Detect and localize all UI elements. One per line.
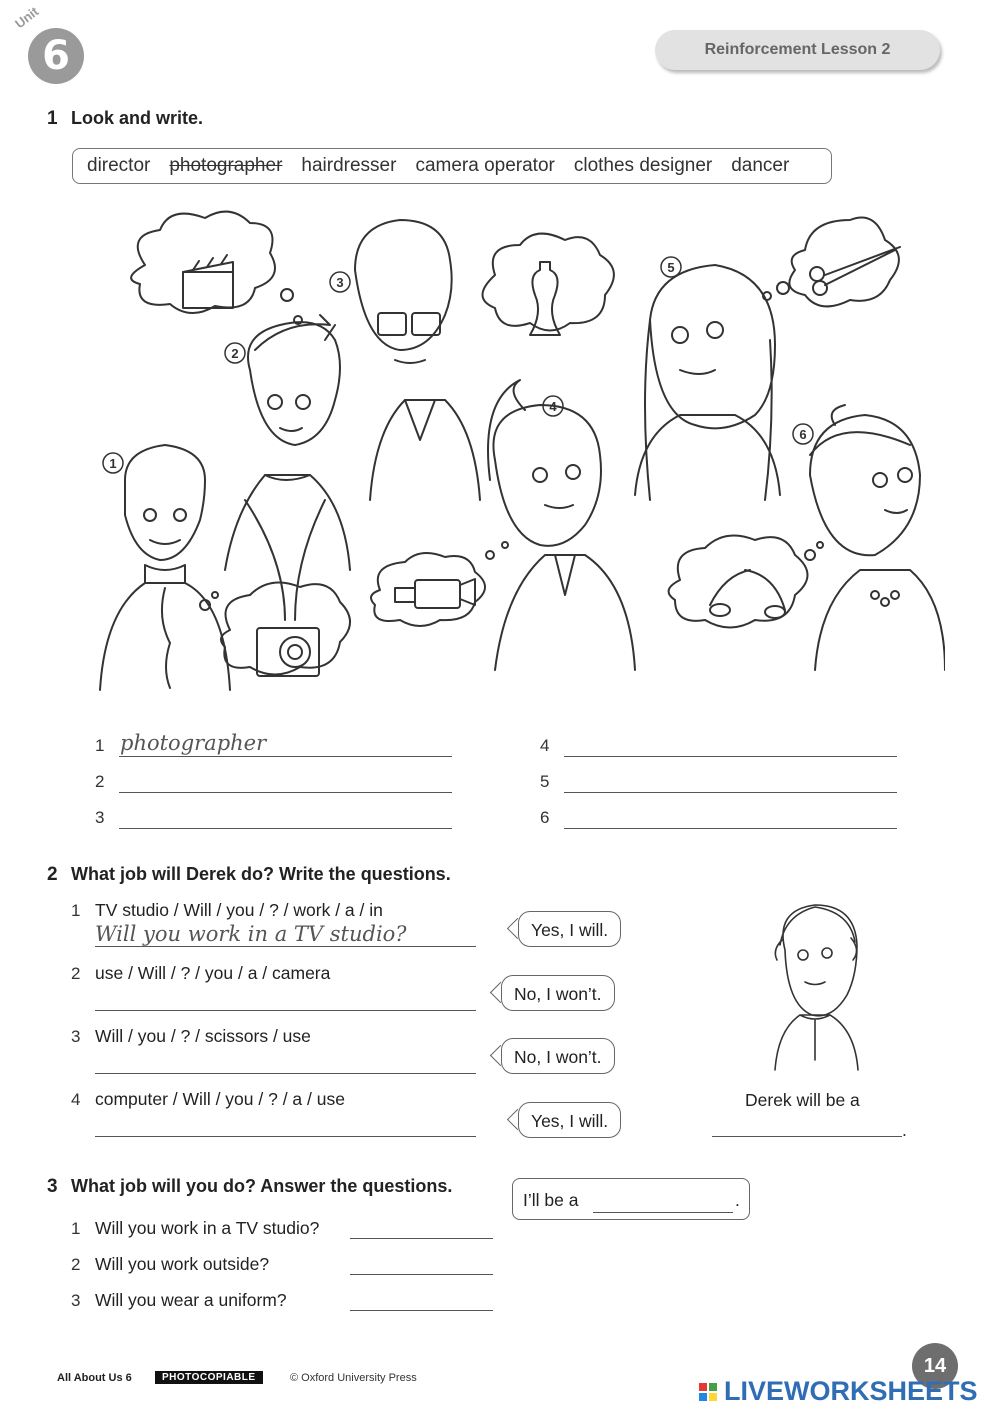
answer-2-line[interactable] (119, 792, 452, 793)
person-6-figure (810, 405, 945, 670)
person-1-figure (100, 445, 230, 690)
answer-box (512, 1178, 750, 1220)
question-1-line[interactable] (95, 946, 476, 947)
section1-title: Look and write. (71, 108, 204, 128)
figure-number-3-label: 3 (336, 275, 344, 290)
page-number: 14 (912, 1343, 958, 1389)
question-2-prompt: use / Will / ? / you / a / camera (95, 963, 331, 983)
question-1-number: 1 (71, 901, 81, 920)
dress-form-icon (530, 262, 560, 335)
thought-bubble-dressform (483, 234, 614, 331)
answer-1-line[interactable] (119, 756, 452, 757)
answer-2-number: 2 (95, 772, 105, 791)
reply-2-bubble: No, I won’t. (501, 975, 615, 1011)
answer-4-number: 4 (540, 736, 550, 755)
answer-q2-number: 2 (71, 1255, 81, 1274)
answer-q3-number: 3 (71, 1291, 81, 1310)
thought-bubble-hair-rollers (669, 536, 823, 628)
section2-title: What job will Derek do? Write the questions. (71, 864, 451, 884)
lesson-title: Reinforcement Lesson 2 (655, 30, 940, 70)
answer-3-line[interactable] (119, 828, 452, 829)
word-director: director (87, 155, 151, 176)
person-4-figure (488, 380, 635, 670)
answer-6-line[interactable] (564, 828, 897, 829)
video-camera-icon (395, 579, 475, 608)
liveworksheets-text: LIVEWORKSHEETS (724, 1376, 978, 1406)
liveworksheets-logo[interactable] (698, 1376, 978, 1407)
question-4-line[interactable] (95, 1136, 476, 1137)
word-hairdresser: hairdresser (301, 155, 397, 176)
liveworksheets-icon (698, 1382, 720, 1402)
question-4-prompt: computer / Will / you / ? / a / use (95, 1089, 345, 1109)
figure-number-5-label: 5 (667, 260, 675, 275)
person-2-figure (225, 315, 350, 620)
question-4-number: 4 (71, 1090, 81, 1109)
answer-q1-line[interactable] (350, 1238, 493, 1239)
section1-number: 1 (47, 108, 58, 129)
hair-rollers-icon (710, 570, 785, 618)
figure-number-4-label: 4 (549, 399, 557, 414)
answer-q2-line[interactable] (350, 1274, 493, 1275)
footer-book-title: All About Us 6 (57, 1372, 132, 1384)
word-bank (72, 148, 832, 184)
reply-4-bubble: Yes, I will. (518, 1102, 621, 1138)
question-1-handwritten: Will you work in a TV studio? (95, 922, 407, 946)
person-5-figure (635, 265, 780, 500)
word-photographer: photographer (169, 155, 283, 176)
answer-5-number: 5 (540, 772, 550, 791)
answer-box-end: . (735, 1190, 740, 1210)
word-camera-operator: camera operator (415, 155, 555, 176)
question-3-line[interactable] (95, 1073, 476, 1074)
question-2-line[interactable] (95, 1010, 476, 1011)
derek-sentence: Derek will be a (745, 1090, 860, 1110)
unit-number-badge: 6 (28, 28, 84, 84)
answer-1-number: 1 (95, 736, 105, 755)
section2-number: 2 (47, 864, 58, 885)
figure-number-6-label: 6 (799, 427, 807, 442)
question-2-number: 2 (71, 964, 81, 983)
answer-box-text: I’ll be a (523, 1190, 579, 1210)
thought-bubble-video-camera (371, 542, 508, 626)
reply-1-bubble: Yes, I will. (518, 911, 621, 947)
answer-box-line[interactable] (593, 1212, 733, 1213)
answer-q2-question: Will you work outside? (95, 1254, 270, 1274)
reply-3-bubble: No, I won’t. (501, 1038, 615, 1074)
people-illustration (95, 210, 945, 700)
person-3-figure (355, 220, 480, 500)
answer-q3-question: Will you wear a uniform? (95, 1290, 287, 1310)
derek-sentence-end: . (902, 1120, 907, 1140)
answer-6-number: 6 (540, 808, 550, 827)
thought-bubble-scissors (763, 218, 899, 307)
derek-answer-line[interactable] (712, 1136, 902, 1137)
clapperboard-icon (183, 255, 233, 308)
footer-copyright: © Oxford University Press (290, 1372, 417, 1384)
section3-title: What job will you do? Answer the questions. (71, 1176, 453, 1196)
answer-5-line[interactable] (564, 792, 897, 793)
answer-q1-question: Will you work in a TV studio? (95, 1218, 320, 1238)
answer-4-line[interactable] (564, 756, 897, 757)
footer-photocopiable-badge: PHOTOCOPIABLE (155, 1371, 263, 1384)
camera-icon (257, 628, 319, 676)
answer-1-handwritten: photographer (120, 731, 267, 755)
unit-label: Unit (12, 3, 42, 32)
answer-3-number: 3 (95, 808, 105, 827)
question-3-number: 3 (71, 1027, 81, 1046)
figure-number-1-label: 1 (109, 456, 117, 471)
answer-q1-number: 1 (71, 1219, 81, 1238)
question-1-prompt: TV studio / Will / you / ? / work / a / in (95, 900, 383, 920)
question-3-prompt: Will / you / ? / scissors / use (95, 1026, 311, 1046)
word-clothes-designer: clothes designer (573, 155, 713, 176)
word-dancer: dancer (731, 155, 790, 176)
figure-number-2-label: 2 (231, 346, 239, 361)
derek-figure (765, 900, 865, 1075)
section3-number: 3 (47, 1176, 58, 1197)
answer-q3-line[interactable] (350, 1310, 493, 1311)
